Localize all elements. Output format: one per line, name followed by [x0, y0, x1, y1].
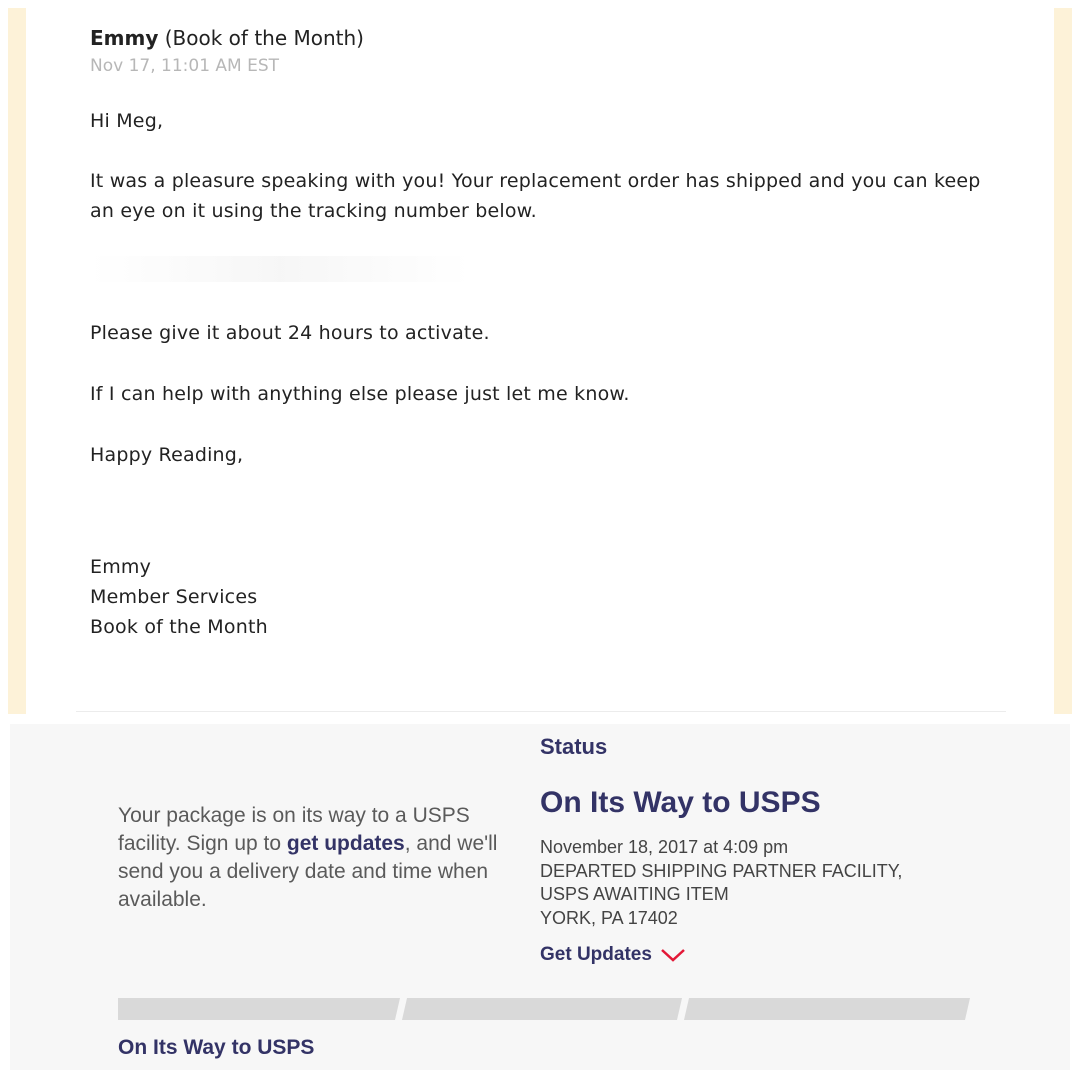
signature-company: Book of the Month [90, 616, 268, 638]
package-description [118, 802, 498, 914]
description-text-2: , and we'll send you a delivery date and time when available. [118, 832, 498, 911]
divider [76, 711, 1006, 712]
signature-name: Emmy [90, 556, 152, 578]
get-updates-label: Get Updates [540, 944, 652, 965]
sender-org: (Book of the Month) [164, 26, 364, 50]
status-label: Status [540, 734, 608, 759]
signature-title: Member Services [90, 586, 258, 608]
status-event-line-2: USPS AWAITING ITEM [540, 884, 729, 904]
status-datetime: November 18, 2017 at 4:09 pm [540, 837, 789, 857]
progress-segment [402, 998, 682, 1020]
message-paragraph-3: If I can help with anything else please just let me know. [90, 383, 630, 405]
greeting: Hi Meg, [90, 110, 164, 132]
status-location: YORK, PA 17402 [540, 907, 678, 928]
sender-name: Emmy [90, 26, 159, 50]
progress-status-label: On Its Way to USPS [118, 1036, 315, 1059]
progress-segment [118, 998, 400, 1020]
status-title: On Its Way to USPS [540, 786, 821, 819]
chevron-down-icon [660, 947, 686, 963]
sender [90, 24, 1010, 52]
usps-tracking-panel [10, 724, 1070, 1070]
redacted-tracking-number [90, 256, 470, 282]
message-paragraph-1-line-2: an eye on it using the tracking number below. [90, 200, 537, 222]
message-paragraph-2: Please give it about 24 hours to activate. [90, 322, 490, 344]
email-header [90, 24, 1010, 78]
status-event-line-1: DEPARTED SHIPPING PARTNER FACILITY, [540, 860, 903, 881]
left-accent-bar [8, 8, 26, 714]
progress-segment [684, 998, 970, 1020]
get-updates-button[interactable] [540, 944, 686, 966]
right-accent-bar [1054, 8, 1072, 714]
closing: Happy Reading, [90, 444, 244, 466]
tracking-progress-bar [118, 998, 970, 1020]
message-timestamp: Nov 17, 11:01 AM EST [90, 56, 280, 76]
get-updates-link[interactable]: get updates [286, 832, 405, 855]
message-paragraph-1-line-1: It was a pleasure speaking with you! Your replacement order has shipped and you can keep [90, 170, 981, 192]
description-text-1: Your package is on its way to a USPS facility. Sign up to [118, 804, 470, 855]
status-detail [540, 836, 902, 930]
